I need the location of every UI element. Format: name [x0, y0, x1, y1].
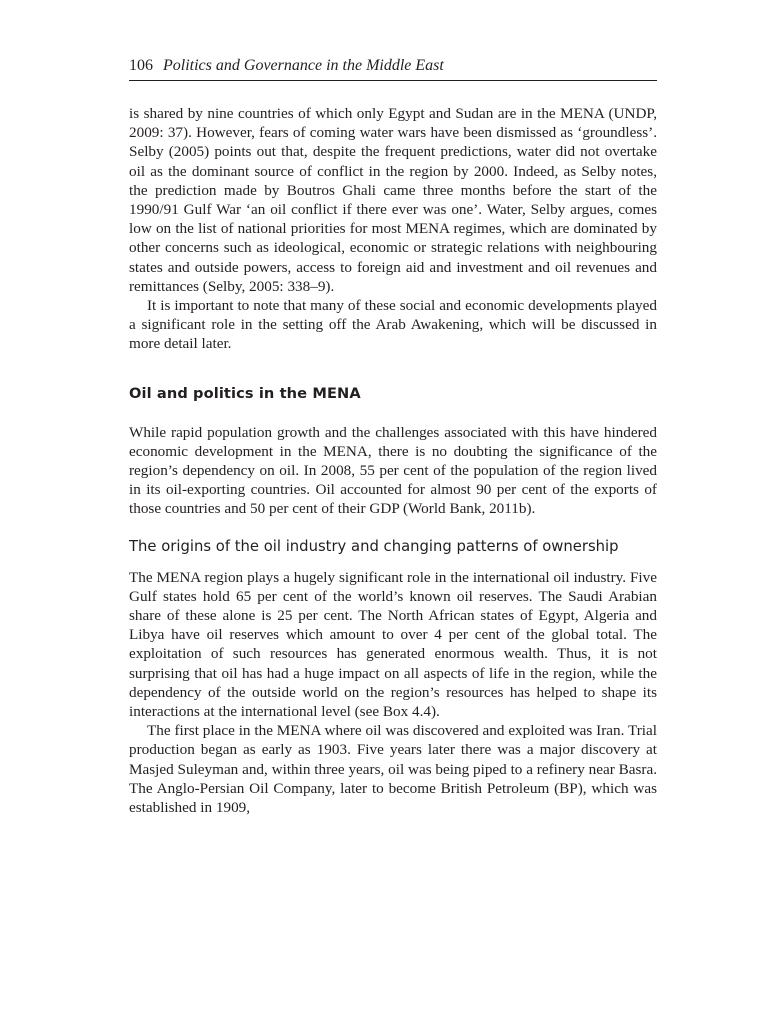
section-heading: Oil and politics in the MENA: [129, 384, 361, 402]
paragraph-oil-reserves: The MENA region plays a hugely significant role in the international oil industry. Five Gulf states hold 65 per cent of the world’s known oil reserves. The Saudi Arabian share of these alone is 25 per cent. The North African states of Egypt, Algeria and Libya have oil reserves which amount to over 4 per cent of the global total. The exploitation of such resources has generated enormous wealth. Thus, it is not surprising that oil has had a huge impact on all aspects of life in the region, while the dependency of the outside world on the region’s resources has helped to shape its interactions at the international level (see Box 4.4).: [129, 568, 657, 721]
paragraph-oil-dependency: While rapid population growth and the challenges associated with this have hindered economic development in the MENA, there is no doubting the significance of the region’s dependency on oil. In 2008, 55 per cent of the population of the region lived in its oil-exporting countries. Oil accounted for almost 90 per cent of the exports of those countries and 50 per cent of their GDP (World Bank, 2011b).: [129, 423, 657, 518]
subsection-heading: The origins of the oil industry and changing patterns of ownership: [129, 537, 619, 555]
running-head: [129, 56, 657, 81]
paragraph-water-conflict: is shared by nine countries of which only Egypt and Sudan are in the MENA (UNDP, 2009: 37). However, fears of coming water wars have been dismissed as ‘groundless’. Selby (2005) points out that, despite the frequent predictions, water did not overtake oil as the dominant source of conflict in the region by 2000. Indeed, as Selby notes, the prediction made by Boutros Ghali came three months before the start of the 1990/91 Gulf War ‘an oil conflict if there ever was one’. Water, Selby argues, comes low on the list of national priorities for most MENA regimes, which are dominated by other concerns such as ideological, economic or strategic relations with neighbouring states and outside powers, access to foreign aid and investment and oil revenues and remittances (Selby, 2005: 338–9).: [129, 105, 657, 295]
paragraph-arab-awakening: It is important to note that many of these social and economic developments played a significant role in the setting off the Arab Awakening, which will be discussed in more detail later.: [129, 297, 657, 353]
page-number: 106: [129, 57, 153, 74]
book-title: Politics and Governance in the Middle East: [163, 57, 444, 74]
book-page: [129, 56, 657, 817]
paragraph-iran-discovery: The first place in the MENA where oil was discovered and exploited was Iran. Trial production began as early as 1903. Five years later there was a major discovery at Masjed Suleyman and, within three years, oil was being piped to a refinery near Basra. The Anglo-Persian Oil Company, later to become British Petroleum (BP), which was established in 1909,: [129, 722, 657, 817]
